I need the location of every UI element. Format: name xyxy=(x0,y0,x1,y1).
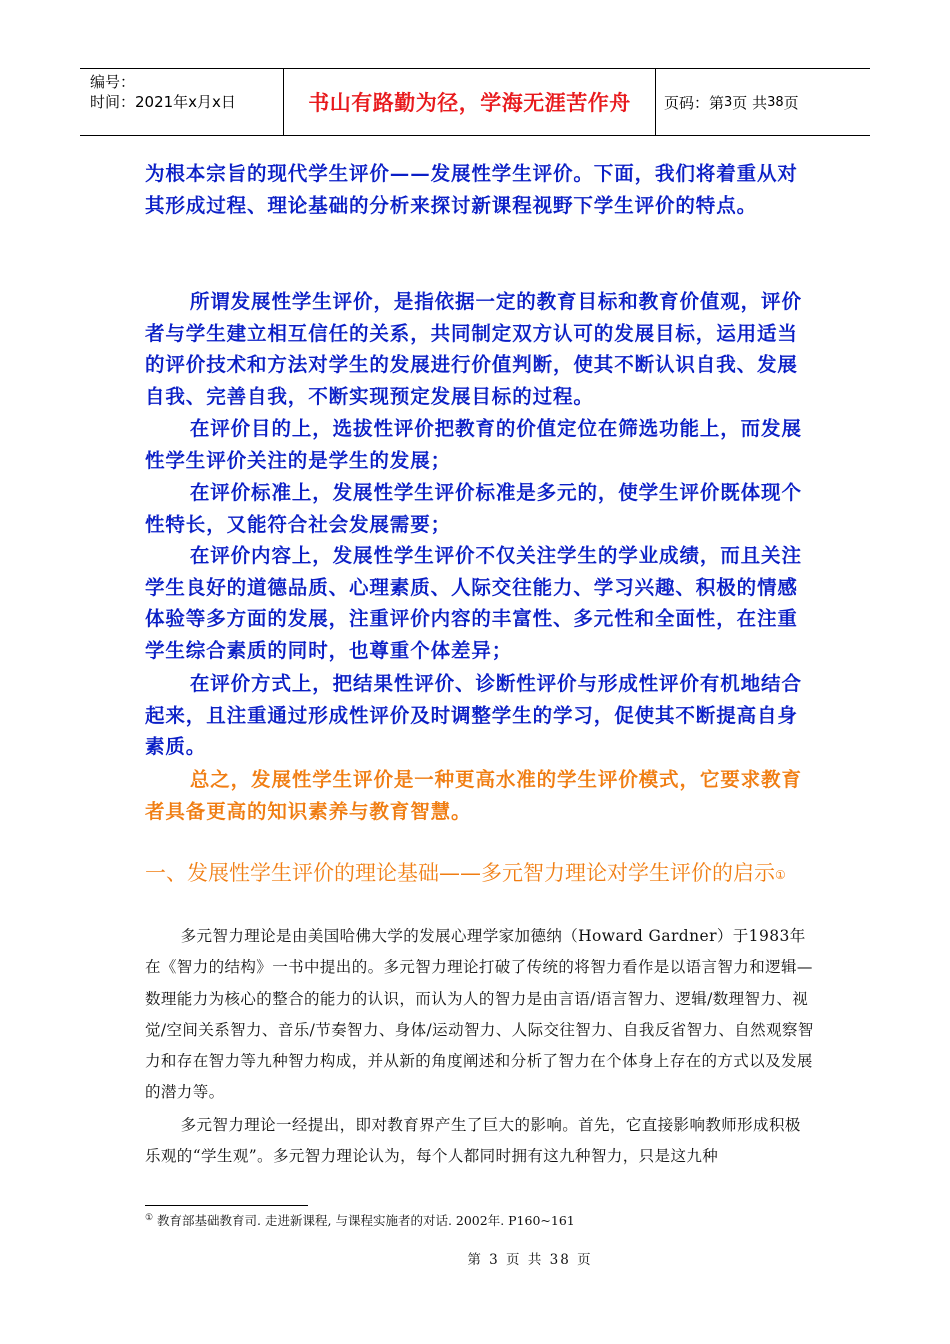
body-paragraph-1: 多元智力理论是由美国哈佛大学的发展心理学家加德纳（Howard Gardner）于1983年在《智力的结构》一书中提出的。多元智力理论打破了传统的将智力看作是以语言智力和逻辑—数理能力为核心的整合的能力的认识，而认为人的智力是由言语/语言智力、逻辑/数理智力、视觉/空间关系智力、音乐/节奏智力、身体/运动智力、人际交往智力、自我反省智力、自然观察智力和存在智力等九种智力构成，并从新的角度阐述和分析了智力在个体身上存在的方式以及发展的潜力等。 xyxy=(145,927,814,1102)
header-motto: 书山有路勤为径，学海无涯苦作舟 xyxy=(284,69,656,135)
summary-paragraph: 总之，发展性学生评价是一种更高水准的学生评价模式，它要求教育者具备更高的知识素养与教育智慧。 xyxy=(145,768,802,823)
page-prefix: 页码：第 xyxy=(664,93,725,112)
section-heading xyxy=(145,858,815,889)
body-paragraph-2: 多元智力理论一经提出，即对教育界产生了巨大的影响。首先，它直接影响教师形成积极乐观的“学生观”。多元智力理论认为，每个人都同时拥有这九种智力，只是这九种 xyxy=(145,1116,801,1166)
standard-paragraph: 在评价标准上，发展性学生评价标准是多元的，使学生评价既体现个性特长，又能符合社会发展需要； xyxy=(145,481,802,536)
header-meta xyxy=(80,69,284,135)
intro-paragraph: 为根本宗旨的现代学生评价——发展性学生评价。下面，我们将着重从对其形成过程、理论基础的分析来探讨新课程视野下学生评价的特点。 xyxy=(145,162,798,217)
purpose-paragraph: 在评价目的上，选拔性评价把教育的价值定位在筛选功能上，而发展性学生评价关注的是学生的发展； xyxy=(145,417,802,472)
time-label: 时间：2021年x月x日 xyxy=(90,93,236,111)
method-paragraph: 在评价方式上，把结果性评价、诊断性评价与形成性评价有机地结合起来，且注重通过形成性评价及时调整学生的学习，促使其不断提高自身素质。 xyxy=(145,672,802,759)
page-number: 3 xyxy=(724,94,733,110)
footnote-text: 教育部基础教育司. 走进新课程, 与课程实施者的对话. 2002年. P160~161 xyxy=(153,1213,575,1228)
definition-paragraph: 所谓发展性学生评价，是指依据一定的教育目标和教育价值观，评价者与学生建立相互信任的关系，共同制定双方认可的发展目标，运用适当的评价技术和方法对学生的发展进行价值判断，使其不断认识自我、发展自我、完善自我，不断实现预定发展目标的过程。 xyxy=(145,290,802,408)
page-suffix: 页 xyxy=(783,93,799,112)
document-header xyxy=(80,68,870,136)
footnote-separator xyxy=(145,1205,308,1206)
page-total: 38 xyxy=(767,94,784,110)
footnote-ref: ① xyxy=(775,868,786,882)
section-heading-text: 一、发展性学生评价的理论基础——多元智力理论对学生评价的启示 xyxy=(145,861,775,885)
number-label: 编号： xyxy=(90,73,136,91)
header-page-info xyxy=(656,69,870,135)
content-paragraph: 在评价内容上，发展性学生评价不仅关注学生的学业成绩，而且关注学生良好的道德品质、心理素质、人际交往能力、学习兴趣、积极的情感体验等多方面的发展，注重评价内容的丰富性、多元性和全面性，在注重学生综合素质的同时，也尊重个体差异； xyxy=(145,544,802,662)
page-footer: 第 3 页 共 38 页 xyxy=(467,1252,593,1268)
page-mid: 页 共 xyxy=(732,93,768,112)
footnote xyxy=(145,1211,575,1229)
footnote-mark: ① xyxy=(145,1212,154,1223)
